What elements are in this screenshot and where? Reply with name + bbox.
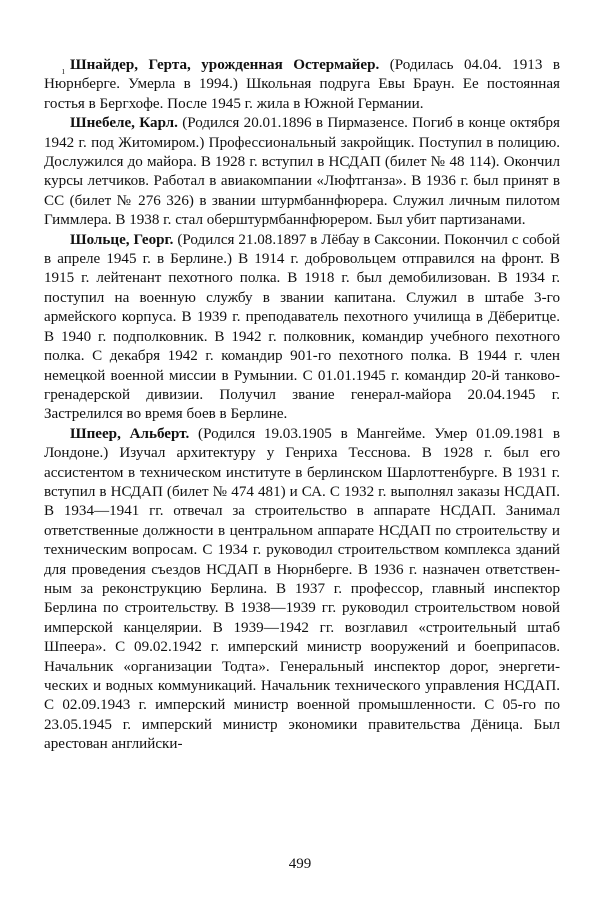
entry-text: (Родилась 04.04. 1913 в Нюрнберге. Умерла в 1994.) Школьная подруга Евы Браун. Ее постоянная гостья в Бергхофе. После 1945 г. жила в Южной Германии. xyxy=(44,57,560,112)
entry-speer xyxy=(44,425,560,755)
page-number: 499 xyxy=(288,856,312,872)
entry-name: Шнебеле, Карл. xyxy=(70,115,178,132)
entry-name: Шпеер, Альберт. xyxy=(70,425,190,442)
entry-text: (Родился 20.01.1896 в Пирмазенсе. Погиб в конце октября 1942 г. под Житомиром.) Профессиональный закройщик. Поступил в полицию. Дослужился до майора. В 1928 г. вступил в НСДАП (билет № 48 114). Окончил курсы летчиков. Работал в авиакомпании «Люфтганза». В 1936 г. был принят в СС (билет № 276 326) в звании штурмбаннфюрера. Служил личным пилотом Гиммлера. В 1938 г. стал оберштурмбаннфюрером. Был убит партизанами. xyxy=(44,115,560,229)
entry-text: (Родился 19.03.1905 в Мангейме. Умер 01.09.1981 в Лондоне.) Изучал архитектуру у Генриха Тесснова. В 1928 г. был его ассистентом в техническом институте в берлинском Шарлоттенбурге. В 1931 г. вступил в НСДАП (билет № 474 481) и СА. С 1932 г. выполнял заказы НСДАП. В 1934—1941 гг. отвечал за строительство в аппарате НСДАП. Занимал ответственные должности в центральном аппарате НСДАП по строительству и техническим вопросам. С 1934 г. руководил строительством комплекса зданий для проведения съездов НСДАП в Нюрнберге. В 1936 г. назначен ответственным за реконструкцию Берлина. В 1937 г. профессор, главный инспектор Берлина по строительству. В 1938—1939 гг. руководил строительством новой имперской канцелярии. В 1939—1942 гг. возглавил «строительный штаб Шпеера». С 09.02.1942 г. имперский министр вооружений и боеприпасов. Начальник «организации Тодта». Генеральный инспектор дорог, энергетических и водных коммуникаций. Начальник технического управления НСДАП. С 02.09.1943 г. имперский министр военной промышленности. С 05-го по 23.05.1945 г. имперский министр экономики правительства Дёница. Был арестован английски- xyxy=(44,425,560,753)
entry-name: Шнайдер, Герта, урожденная Остермайер. xyxy=(70,57,380,73)
entry-schneider xyxy=(44,56,560,114)
entry-schnebele xyxy=(44,114,560,230)
entry-scholze xyxy=(44,231,560,425)
entry-name: Шольце, Георг. xyxy=(70,231,174,248)
margin-mark: ı xyxy=(62,66,65,77)
entry-text: (Родился 21.08.1897 в Лёбау в Саксонии. Покончил с собой в апреле 1945 г. в Берлине.) В 1914 г. добровольцем отправился на фронт. В 1915 г. лейтенант пехотного полка. В 1918 г. был демобилизован. В 1934 г. поступил на военную службу в звании капитана. Служил в штабе 3-го армейского корпуса. В 1939 г. преподаватель пехотного училища в Дёберитце. В 1940 г. подполковник. В 1942 г. полковник, командир учебного пехотного полка. С декабря 1942 г. командир 901-го пехотного полка. В 1944 г. член немецкой военной миссии в Румынии. С 01.01.1945 г. командир 20-й танково-гренадерской дивизии. Получил звание генерал-майора 20.04.1945 г. Застрелился во время боев в Берлине. xyxy=(44,231,560,423)
